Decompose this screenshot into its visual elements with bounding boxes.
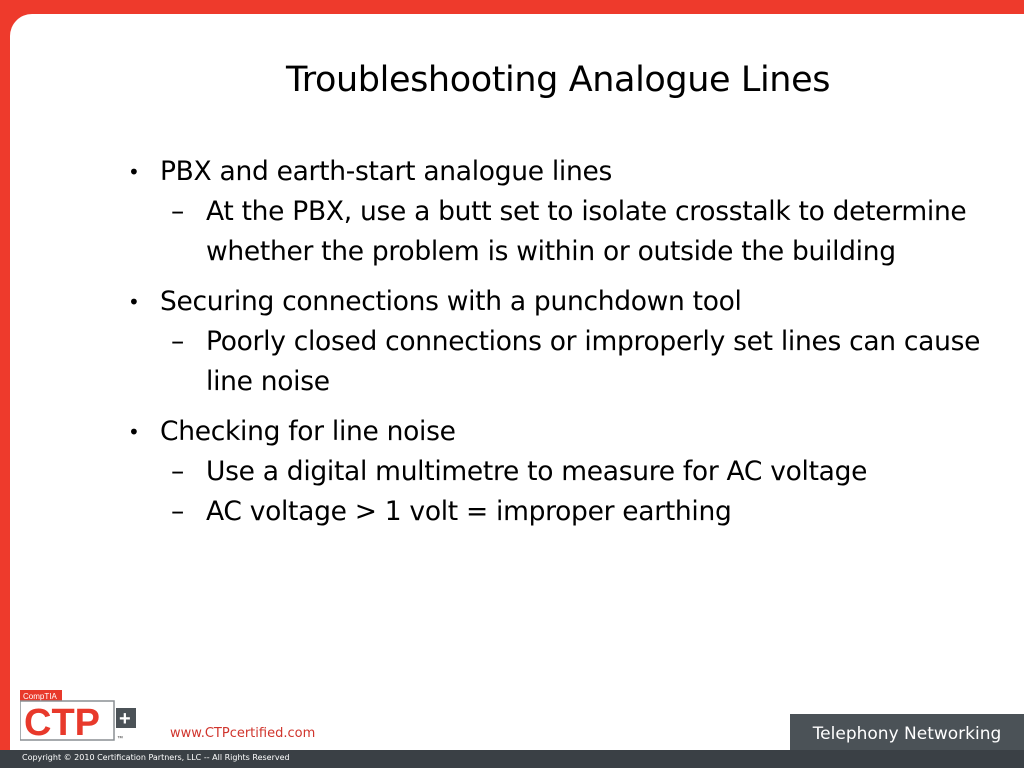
website-link[interactable]: www.CTPcertified.com [170,726,316,741]
sub-bullet-text: Use a digital multimetre to measure for AC voltage [206,456,868,487]
sub-bullet-item [126,192,986,272]
copyright-text: Copyright © 2010 Certification Partners, LLC -- All Rights Reserved [22,753,290,762]
bullet-item [126,282,986,322]
sub-bullet-marker: – [171,196,184,227]
sub-bullet-marker: – [171,496,184,527]
bullet-list [126,152,986,532]
sub-bullet-item [126,492,986,532]
bullet-item [126,412,986,452]
bullet-marker: • [128,290,140,314]
sub-bullet-marker: – [171,456,184,487]
logo-text: CTP [24,702,100,742]
bullet-item [126,152,986,192]
logo-tab-text: CompTIA [23,692,57,701]
section-label: Telephony Networking [790,714,1024,750]
sub-bullet-text: AC voltage > 1 volt = improper earthing [206,496,732,527]
sub-bullet-item [126,322,986,402]
bullet-text: Securing connections with a punchdown tool [160,286,742,317]
sub-bullet-text: At the PBX, use a butt set to isolate crosstalk to determine whether the problem is within or outside the building [206,196,967,267]
sub-bullet-marker: – [171,326,184,357]
slide-title: Troubleshooting Analogue Lines [285,60,831,100]
sub-bullet-text: Poorly closed connections or improperly set lines can cause line noise [206,326,981,397]
bullet-marker: • [128,420,140,444]
ctp-plus-logo [20,690,140,742]
bullet-marker: • [128,160,140,184]
logo-plus: + [119,708,131,730]
bullet-text: PBX and earth-start analogue lines [160,156,612,187]
sub-bullet-item [126,452,986,492]
bullet-text: Checking for line noise [160,416,456,447]
logo-tm: ™ [117,736,123,742]
